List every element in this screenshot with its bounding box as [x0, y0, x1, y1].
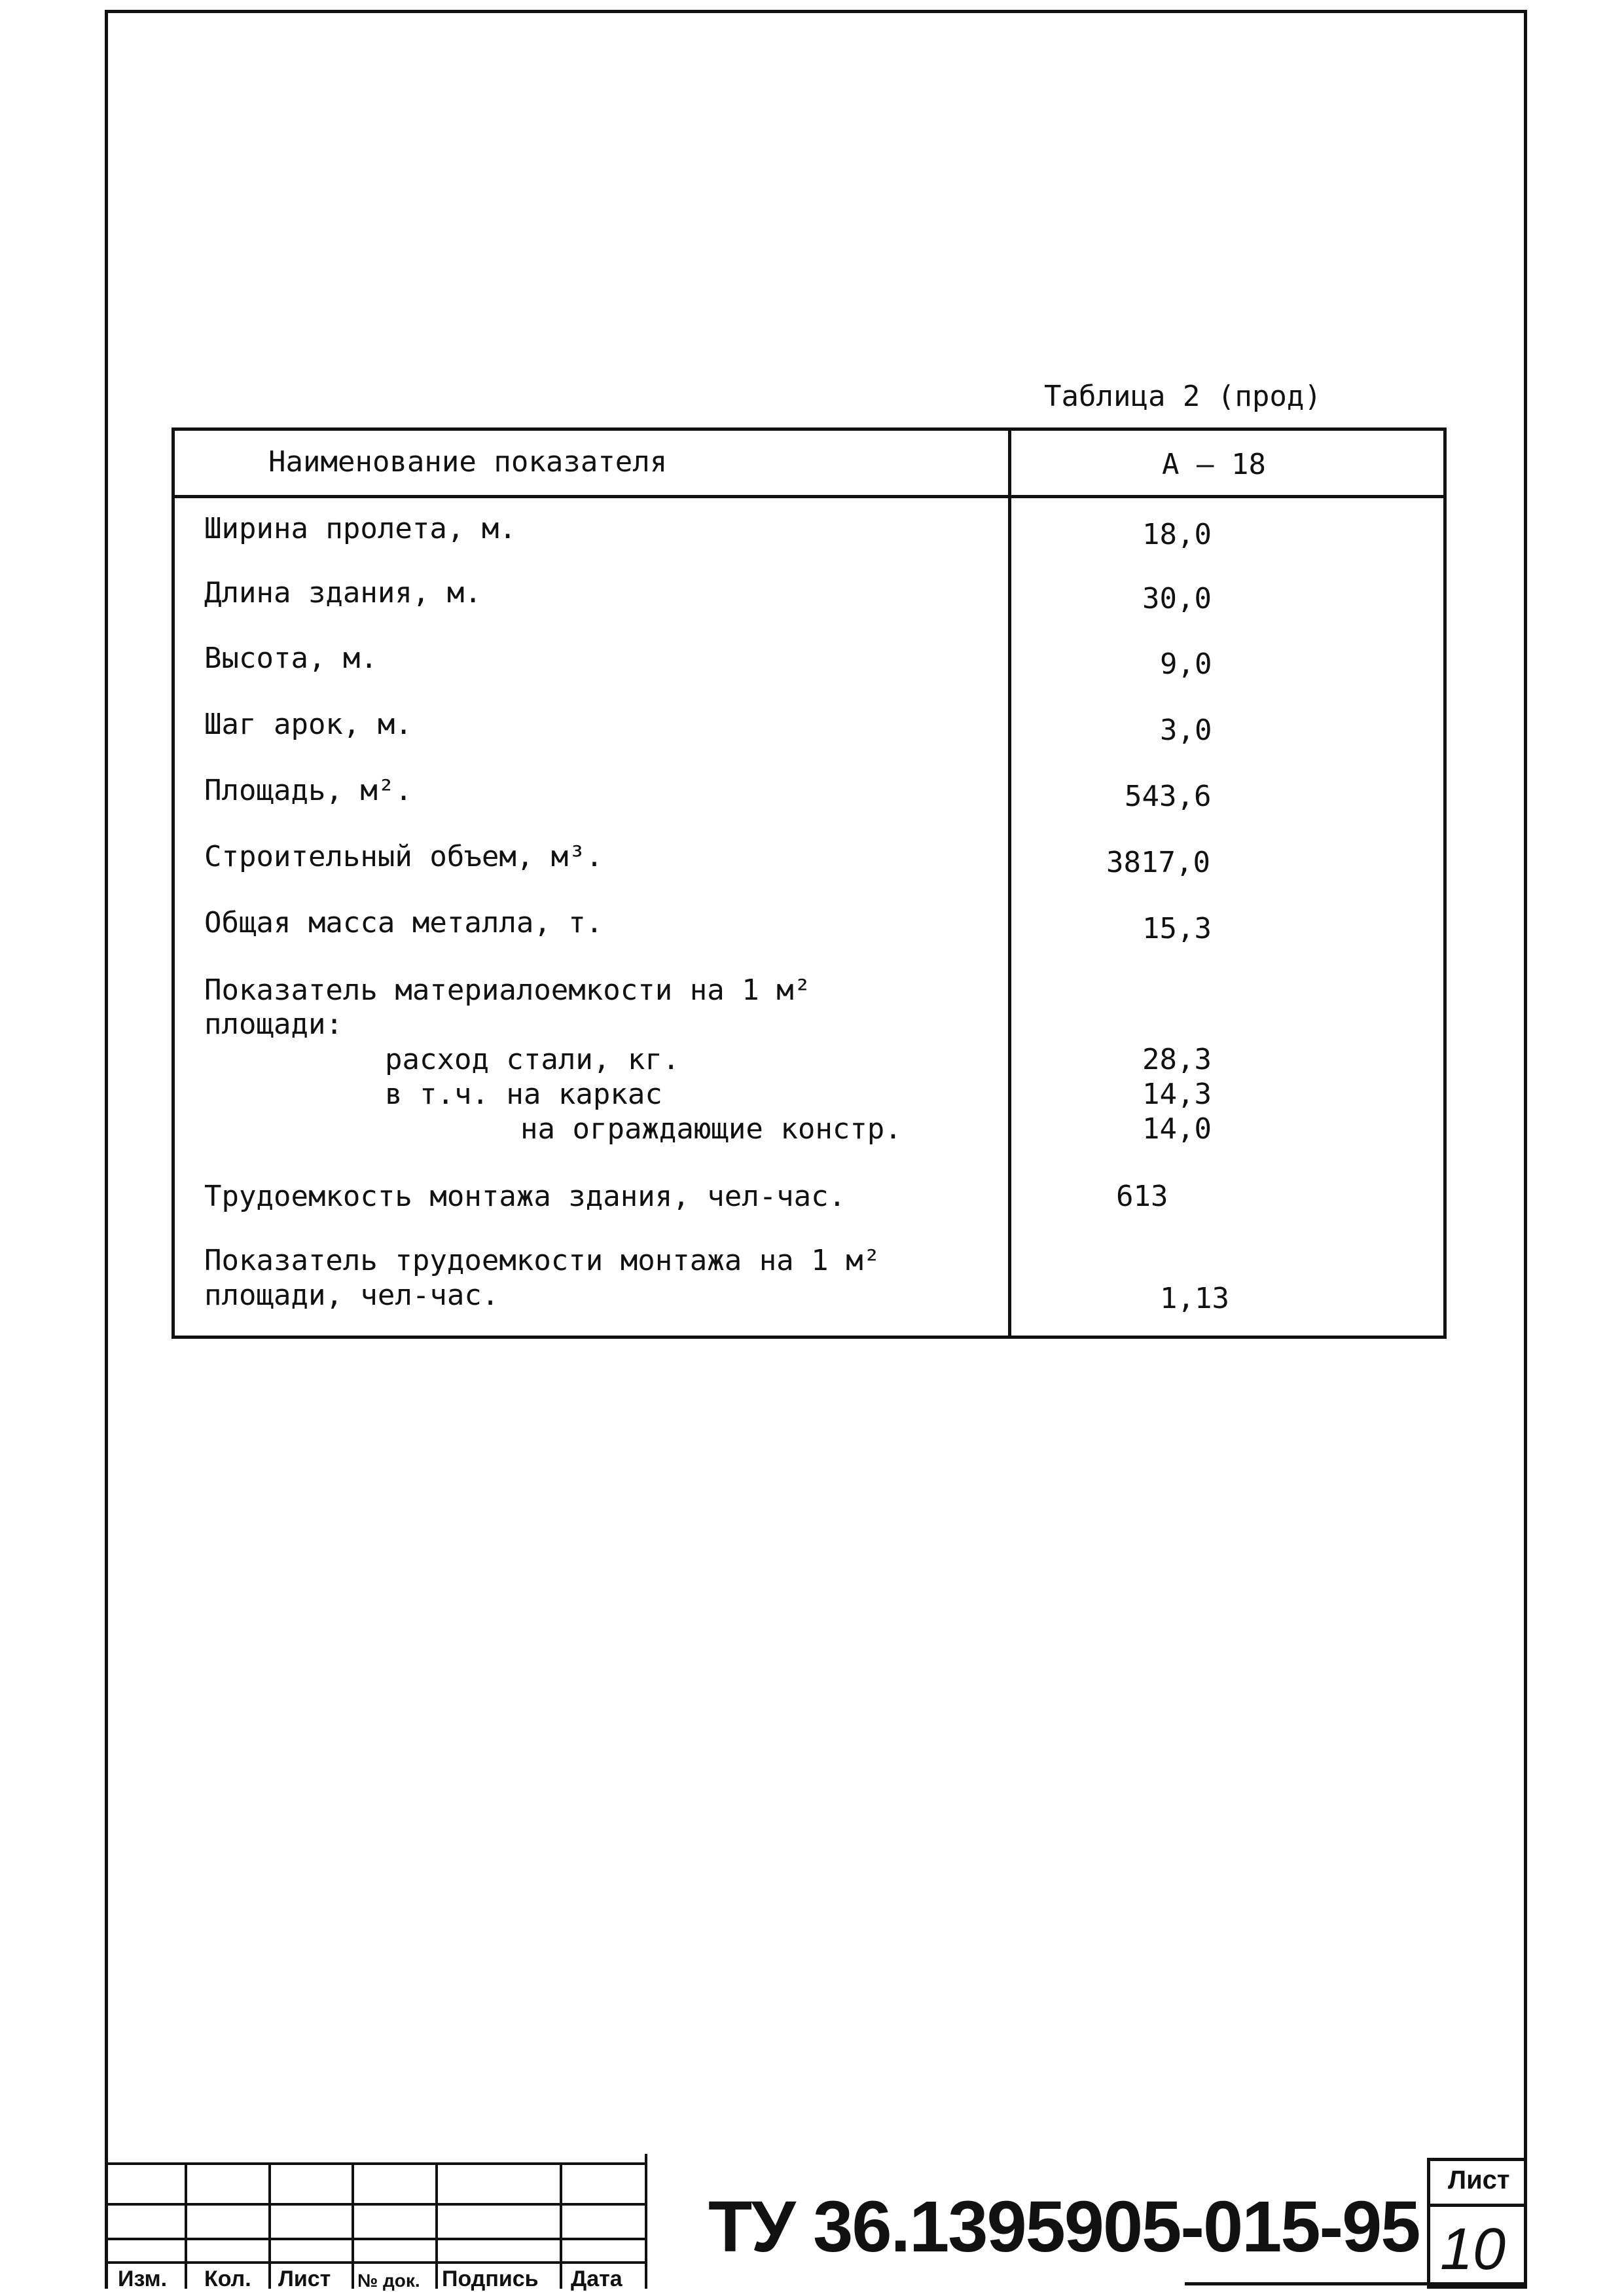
row-name: в т.ч. на каркас — [385, 1078, 662, 1111]
row-name: Площадь, м². — [204, 774, 412, 807]
header-value: А – 18 — [1162, 448, 1266, 481]
row-value: 613 — [1116, 1180, 1168, 1213]
row-value: 18,0 — [1142, 518, 1212, 551]
row-name: расход стали, кг. — [385, 1043, 680, 1076]
stamp-line — [107, 2203, 647, 2206]
stamp-col-label: № док. — [357, 2270, 420, 2291]
document-number: ТУ 36.1395905-015-95 — [708, 2187, 1420, 2267]
stamp-line — [107, 2261, 647, 2264]
row-name: площади: — [204, 1008, 343, 1041]
sheet-label: Лист — [1448, 2166, 1510, 2194]
row-value: 1,13 — [1160, 1282, 1229, 1315]
stamp-col-label: Лист — [278, 2266, 331, 2291]
row-name: Длина здания, м. — [204, 576, 482, 609]
stamp-divider — [560, 2162, 562, 2289]
row-name: Ширина пролета, м. — [204, 512, 516, 545]
bottom-rule — [1185, 2282, 1527, 2285]
row-value: 3817,0 — [1106, 846, 1210, 879]
stamp-divider — [435, 2162, 438, 2289]
row-value: 9,0 — [1160, 647, 1212, 681]
row-value: 543,6 — [1125, 780, 1212, 813]
row-name: Общая масса металла, т. — [204, 906, 604, 939]
stamp-divider — [185, 2162, 187, 2289]
row-value: 15,3 — [1142, 912, 1212, 945]
stamp-col-label: Подпись — [442, 2266, 539, 2291]
row-value: 14,0 — [1142, 1112, 1212, 1146]
table-header-divider — [171, 495, 1447, 498]
row-name: Показатель материалоемкости на 1 м² — [204, 973, 812, 1007]
row-name: Шаг арок, м. — [204, 708, 412, 741]
stamp-line — [107, 2162, 647, 2165]
stamp-col-label: Изм. — [118, 2266, 168, 2291]
stamp-divider — [268, 2162, 271, 2289]
stamp-divider — [352, 2162, 354, 2289]
stamp-col-label: Кол. — [204, 2266, 251, 2291]
stamp-divider — [645, 2154, 647, 2289]
header-name: Наименование показателя — [268, 445, 668, 479]
sheet-box-divider — [1427, 2204, 1527, 2207]
table-column-divider — [1008, 427, 1011, 1339]
sheet-number: 10 — [1440, 2217, 1506, 2282]
row-name: Высота, м. — [204, 642, 378, 675]
stamp-line — [107, 2238, 647, 2240]
stamp-col-label: Дата — [571, 2266, 623, 2291]
row-name: Трудоемкость монтажа здания, чел-час. — [204, 1180, 846, 1213]
row-name: Строительный объем, м³. — [204, 840, 604, 873]
row-value: 30,0 — [1142, 582, 1212, 615]
table-caption: Таблица 2 (прод) — [1044, 380, 1322, 413]
row-name: площади, чел-час. — [204, 1279, 499, 1312]
row-name: Показатель трудоемкости монтажа на 1 м² — [204, 1244, 881, 1277]
row-value: 3,0 — [1160, 714, 1212, 747]
row-name: на ограждающие констр. — [520, 1112, 902, 1146]
row-value: 14,3 — [1142, 1078, 1212, 1111]
row-value: 28,3 — [1142, 1043, 1212, 1076]
